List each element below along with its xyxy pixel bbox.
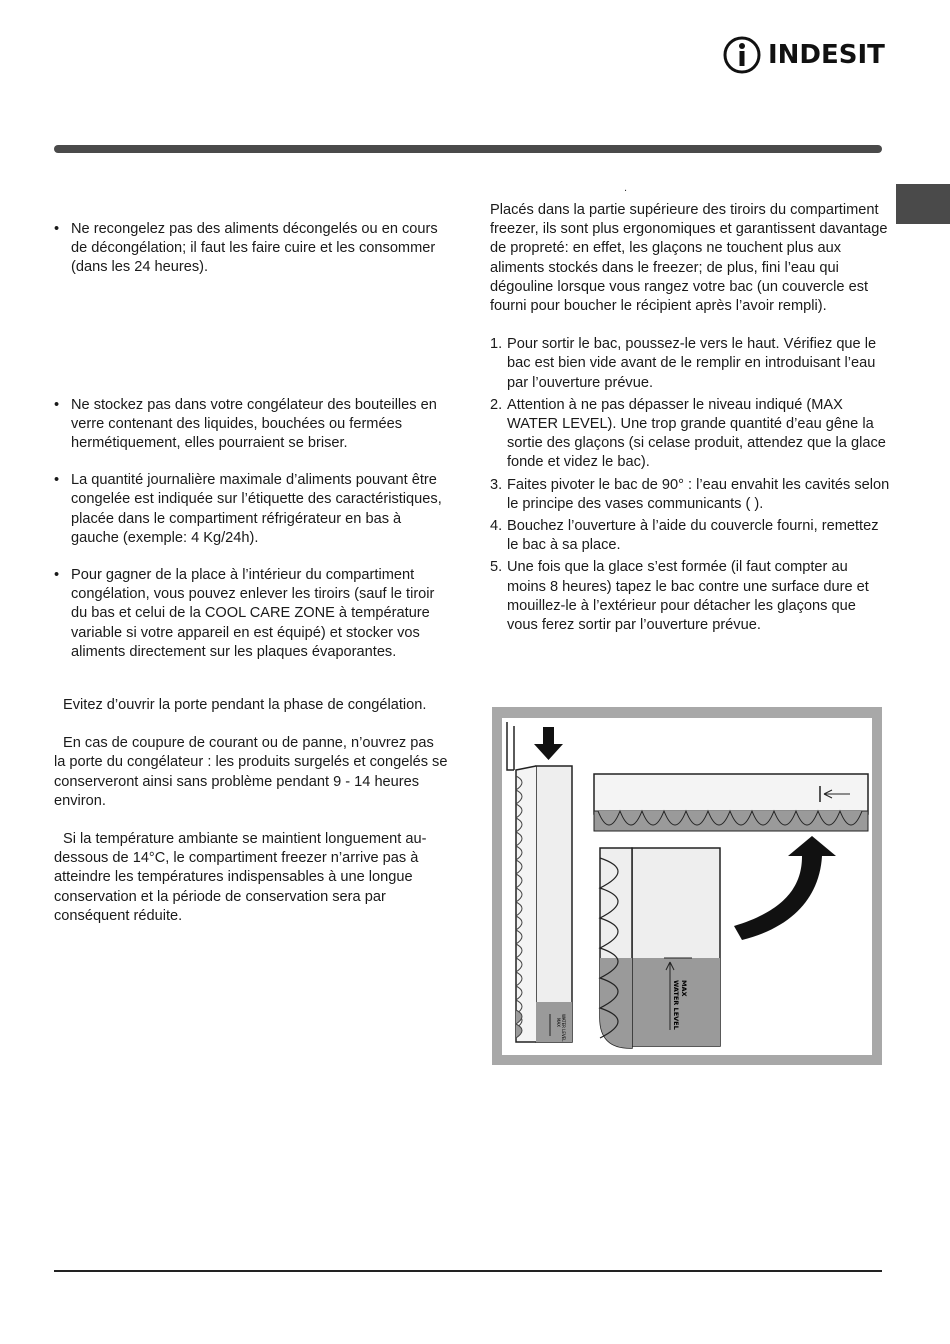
- step-item: [490, 558, 890, 635]
- small-max-label: MAX: [556, 1018, 561, 1027]
- ice-tray-illustration: [492, 707, 882, 1065]
- header-bar: [54, 145, 882, 153]
- bullet-text: Pour gagner de la place à l’intérieur du compartiment congélation, vous pouvez enlever les tiroirs (sauf le tiroir du bas et celui de la COOL CARE ZONE à température variable si votre appareil en est équipé) et stocker vos aliments directement sur les plaques évaporantes.: [71, 567, 435, 660]
- footer-rule: [54, 1270, 882, 1272]
- step-number: 5.: [490, 559, 503, 576]
- rotate-arrow-icon: [734, 836, 836, 940]
- bullet-text: Ne recongelez pas des aliments décongelés ou en cours de décongélation; il faut les faire cuire et les consommer (dans les 24 heures).: [71, 221, 438, 276]
- intro-paragraph: Placés dans la partie supérieure des tiroirs du compartiment freezer, ils sont plus ergonomiques et garantissent davantage de propreté: en effet, les glaçons ne touchent plus aux aliments stockés dans le freezer; de plus, fini l’eau qui dégouline lorsque vous rangez votre bac (un couvercle est fourni pour boucher le récipient après l’avoir rempli).: [490, 202, 888, 315]
- section-tab: [896, 184, 950, 224]
- brand-name: INDESIT: [768, 40, 885, 70]
- water-level-label: WATER LEVEL: [672, 980, 680, 1030]
- step-number: 2.: [490, 396, 503, 413]
- step-text: Pour sortir le bac, poussez-le vers le haut. Vérifiez que le bac est bien vide avant de le remplir en introduisant l’eau par l’ouverture prévue.: [507, 336, 877, 391]
- step-number: 4.: [490, 518, 503, 535]
- vertical-tray: [516, 766, 572, 1042]
- horizontal-tray: [594, 774, 868, 831]
- ice-tray-diagram: [502, 718, 872, 1055]
- step-number: 3.: [490, 476, 503, 493]
- heading-dot: .: [624, 182, 628, 194]
- step-item: [490, 476, 890, 514]
- bullet-item: • Ne stockez pas dans votre congélateur des bouteilles en verre contenant des liquides, bouchées ou fermées hermétiquement, elles pourraient se briser.: [54, 396, 437, 452]
- step-number: 1.: [490, 336, 503, 353]
- push-down-arrow-icon: [534, 727, 563, 760]
- paragraph: En cas de coupure de courant ou de panne, n’ouvrez pas la porte du congélateur : les produits surgelés et congelés se conserveront ainsi sans problème pendant 9 - 14 heures environ.: [54, 735, 448, 809]
- step-text: Une fois que la glace s’est formée (il faut compter au moins 8 heures) tapez le bac contre une surface dure et mouillez-le à l’extérieur pour détacher les glaçons que vous ferez sortir par l’ouverture prévue.: [507, 559, 869, 634]
- indesit-logo-icon: [722, 35, 762, 75]
- paragraph: Si la température ambiante se maintient longuement au-dessous de 14°C, le compartiment freezer n’arrive pas à atteindre les températures indispensables à une longue conservation et la période de conservation sera par conséquent réduite.: [54, 831, 427, 924]
- step-text: Faites pivoter le bac de 90° : l’eau envahit les cavités selon le principe des vases communicants ( ).: [507, 476, 890, 512]
- bullet-item: • Ne recongelez pas des aliments décongelés ou en cours de décongélation; il faut les faire cuire et les consommer (dans les 24 heures).: [54, 221, 438, 276]
- filled-tray: [600, 848, 720, 1048]
- steps-list: [490, 335, 890, 635]
- bullet-item: • Pour gagner de la place à l’intérieur du compartiment congélation, vous pouvez enlever les tiroirs (sauf le tiroir du bas et celui de la COOL CARE ZONE à température variable si votre appareil en est équipé) et stocker vos aliments directement sur les plaques évaporantes.: [54, 567, 435, 660]
- step-text: Bouchez l’ouverture à l’aide du couvercle fourni, remettez le bac à sa place.: [507, 518, 879, 554]
- left-column: [54, 220, 449, 926]
- illustration-canvas: [502, 718, 872, 1055]
- step-text: Attention à ne pas dépasser le niveau indiqué (MAX WATER LEVEL). Une trop grande quantité d’eau gêne la sortie des glaçons (si celase produit, attendez que la glace fonde et videz le bac).: [507, 396, 886, 471]
- step-item: [490, 517, 890, 555]
- bullet-text: La quantité journalière maximale d’aliments pouvant être congelée est indiquée sur l’étiquette des caractéristiques, placée dans le compartiment réfrigérateur en bas à gauche (exemple: 4 Kg/24h).: [71, 472, 442, 546]
- max-label: MAX: [680, 980, 688, 997]
- bullet-text: Ne stockez pas dans votre congélateur des bouteilles en verre contenant des liquides, bouchées ou fermées hermétiquement, elles pourraient se briser.: [71, 396, 437, 452]
- bullet-item: • La quantité journalière maximale d’aliments pouvant être congelée est indiquée sur l’étiquette des caractéristiques, placée dans le compartiment réfrigérateur en bas à gauche (exemple: 4 Kg/24h).: [54, 472, 442, 546]
- small-water-level-label: WATER LEVEL: [561, 1014, 566, 1042]
- paragraph: Evitez d’ouvrir la porte pendant la phase de congélation.: [63, 697, 427, 714]
- step-item: [490, 396, 890, 473]
- drawer-edge: [507, 722, 514, 770]
- right-column: [490, 201, 890, 638]
- step-item: [490, 335, 890, 393]
- brand-logo: [722, 34, 885, 76]
